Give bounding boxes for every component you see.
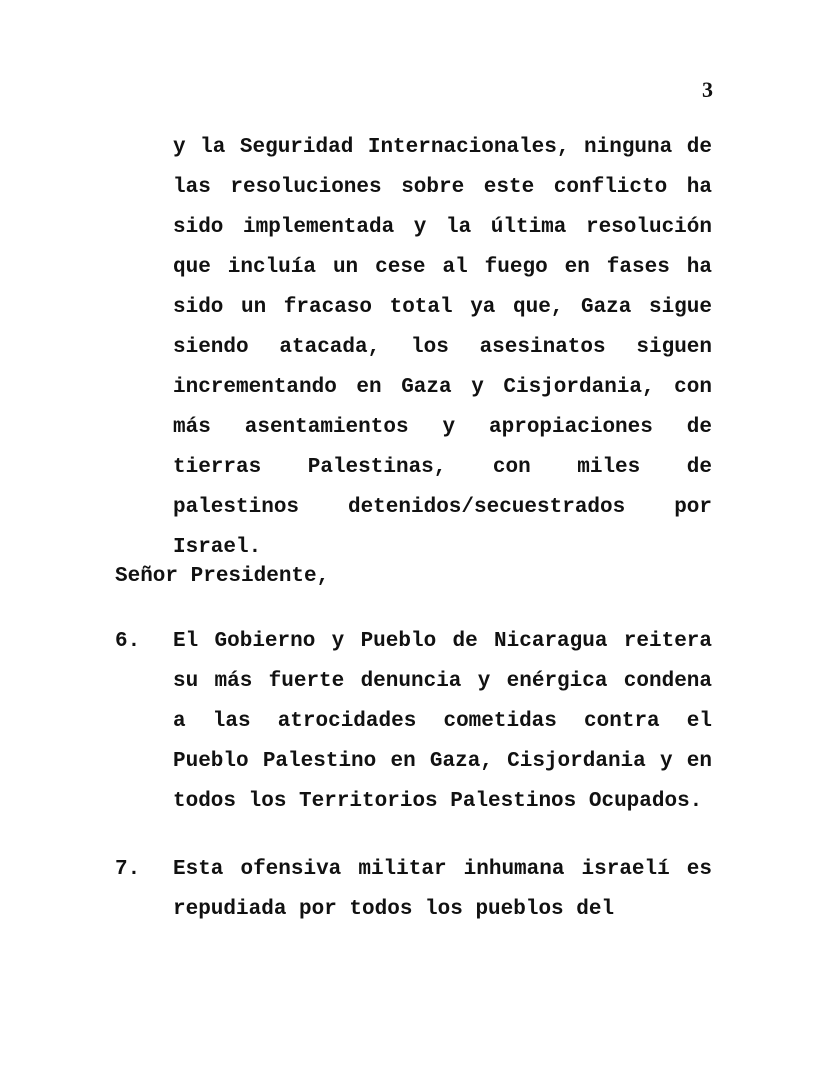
paragraph-number: 7.	[115, 858, 141, 881]
page-number: 3	[702, 77, 713, 102]
greeting-line: Señor Presidente,	[115, 565, 330, 588]
paragraph-text: El Gobierno y Pueblo de Nicaragua reitera su más fuerte denuncia y enérgica condena a las atrocidades cometidas contra el Pueblo Palestino en Gaza, Cisjordania y en todos los Territorios Palestinos Ocupados.	[173, 630, 712, 813]
continuation-paragraph: y la Seguridad Internacionales, ninguna de las resoluciones sobre este conflicto ha sido implementada y la última resolución que incluía un cese al fuego en fases ha sido un fracaso total ya que, Gaza sigue siendo atacada, los asesinatos siguen incrementando en Gaza y Cisjordania, con más asentamientos y apropiaciones de tierras Palestinas, con miles de palestinos detenidos/secuestrados por Israel.	[173, 136, 712, 559]
paragraph-number: 6.	[115, 630, 141, 653]
paragraph-text: Esta ofensiva militar inhumana israelí es repudiada por todos los pueblos del	[173, 858, 712, 921]
